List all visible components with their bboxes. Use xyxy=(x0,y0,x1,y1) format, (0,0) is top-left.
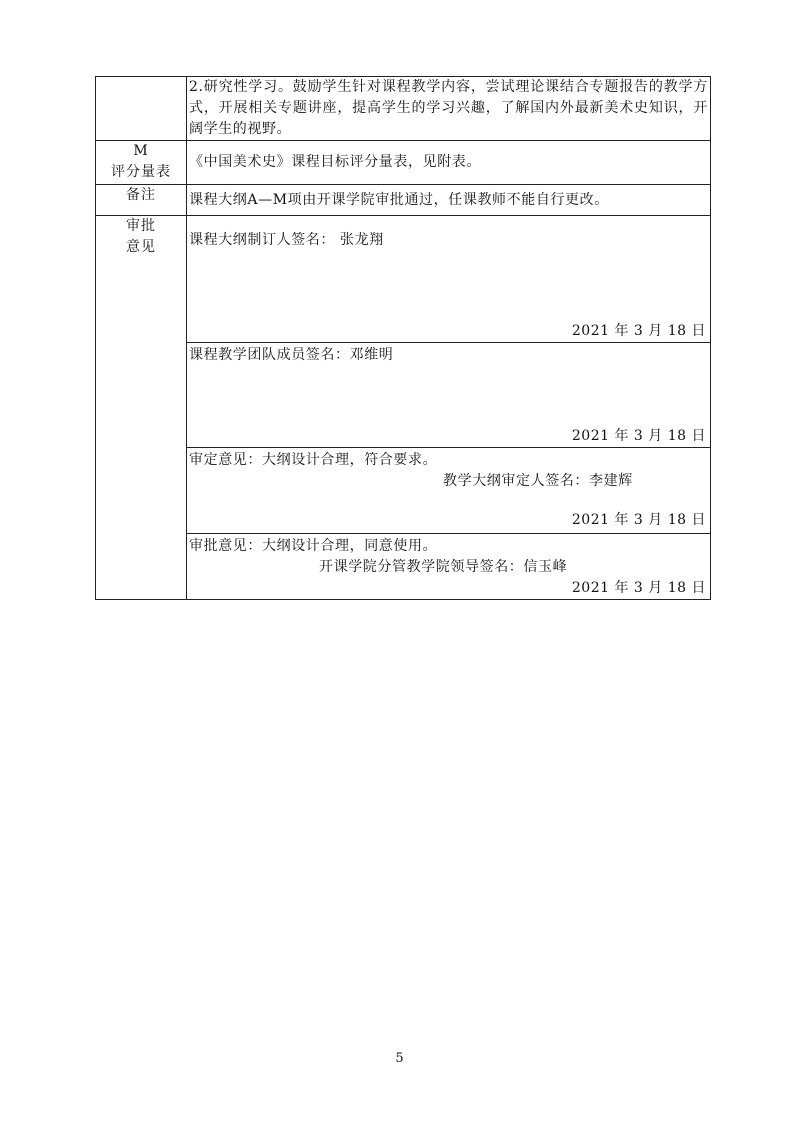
team-signature: 课程教学团队成员签名：邓维明 xyxy=(189,347,394,363)
review-date: 2021 年 3 月 18 日 xyxy=(571,512,706,528)
approval-team-row xyxy=(96,343,711,448)
final-opinion: 审批意见：大纲设计合理，同意使用。 xyxy=(189,538,438,554)
approval-review-row xyxy=(96,448,711,534)
rubric-label-cell xyxy=(96,141,187,185)
review-opinion: 审定意见：大纲设计合理，符合要求。 xyxy=(189,452,438,468)
approval-label-top: 审批 xyxy=(126,218,156,234)
page-number: 5 xyxy=(395,1051,404,1066)
maker-cell xyxy=(187,216,711,343)
approval-maker-row xyxy=(96,216,711,343)
approval-final-row xyxy=(96,534,711,600)
research-learning-text: 2.研究性学习。鼓励学生针对课程教学内容，尝试理论课结合专题报告的教学方式，开展相关专题讲座，提高学生的学习兴趣，了解国内外最新美术史知识，开阔学生的视野。 xyxy=(187,77,711,141)
remarks-label: 备注 xyxy=(96,185,187,216)
maker-signature: 课程大纲制订人签名： 张龙翔 xyxy=(189,232,384,248)
maker-date: 2021 年 3 月 18 日 xyxy=(571,323,706,339)
final-cell xyxy=(187,534,711,600)
approval-label-bottom: 意见 xyxy=(126,239,156,255)
approval-label-cell xyxy=(96,216,187,600)
rubric-label-text: 评分量表 xyxy=(111,164,171,180)
research-row xyxy=(96,77,711,141)
team-cell xyxy=(187,343,711,448)
rubric-text: 《中国美术史》课程目标评分量表，见附表。 xyxy=(187,141,711,185)
final-date: 2021 年 3 月 18 日 xyxy=(571,580,706,596)
review-signature: 教学大纲审定人签名：李建辉 xyxy=(443,473,633,489)
syllabus-table xyxy=(95,76,711,600)
final-signature: 开课学院分管教学院领导签名：信玉峰 xyxy=(319,559,568,575)
team-date: 2021 年 3 月 18 日 xyxy=(571,428,706,444)
empty-label-cell xyxy=(96,77,187,141)
rubric-row xyxy=(96,141,711,185)
remarks-text: 课程大纲A—M项由开课学院审批通过，任课教师不能自行更改。 xyxy=(187,185,711,216)
rubric-label-letter: M xyxy=(133,143,149,159)
review-cell xyxy=(187,448,711,534)
remarks-row xyxy=(96,185,711,216)
